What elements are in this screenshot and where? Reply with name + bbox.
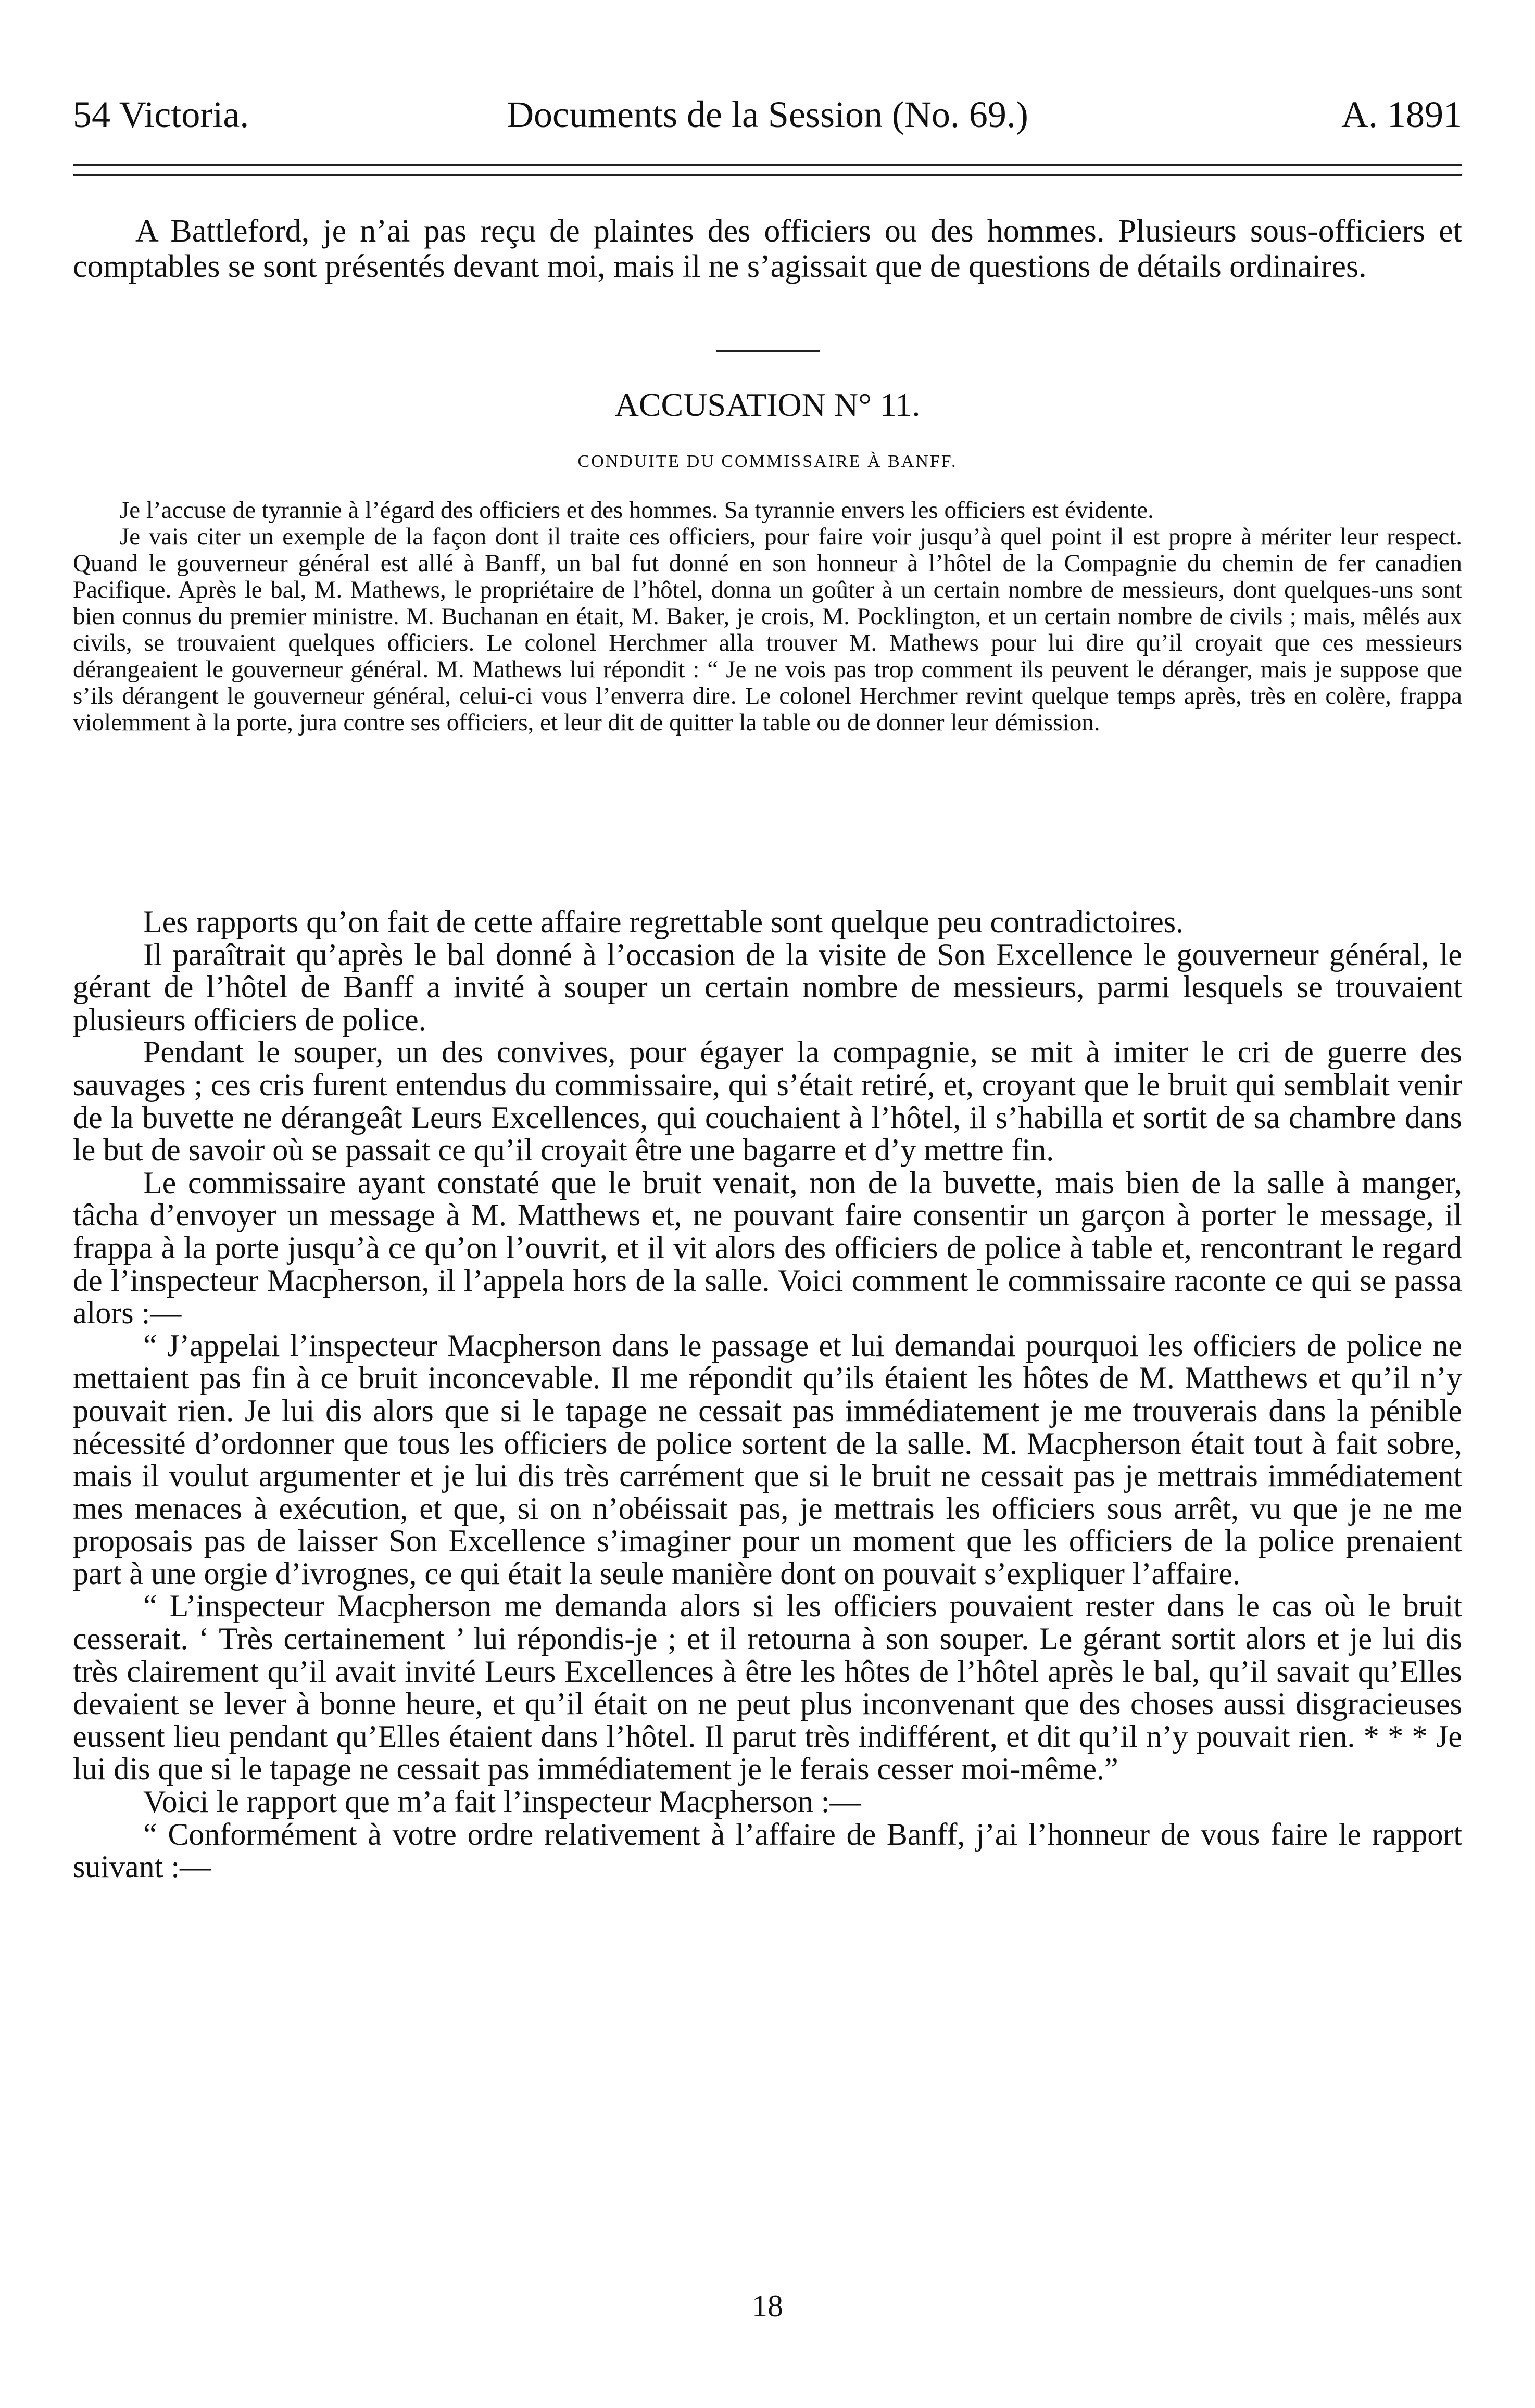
report-text <box>73 906 1462 1883</box>
header-volume: 54 Victoria. <box>73 94 249 135</box>
paragraph: Je vais citer un exemple de la façon dont il traite ces officiers, pour faire voir jusqu’à quel point il est propre à mériter leur respect. Quand le gouverneur général est allé à Banff, un bal fut donné en son honneur à l’hôtel de la Compagnie du chemin de fer canadien Pacifique. Après le bal, M. Mathews, le propriétaire de l’hôtel, donna un goûter à un certain nombre de messieurs, dont quelques-uns sont bien connus du premier ministre. M. Buchanan en était, M. Baker, je crois, M. Pocklington, et un certain nombre de civils ; mais, mêlés aux civils, se trouvaient quelques officiers. Le colonel Herchmer alla trouver M. Mathews pour lui dire qu’il croyait que ces messieurs dérangeaient le gouverneur général. M. Mathews lui répondit : “ Je ne vois pas trop comment ils peuvent le déranger, mais je suppose que s’ils dérangent le gouverneur général, celui-ci vous l’enverra dire. Le colonel Herchmer revint quelque temps après, très en colère, frappa violemment à la porte, jura contre ses officiers, et leur dit de quitter la table ou de donner leur démission. <box>73 523 1462 736</box>
header-rule-top <box>73 164 1462 166</box>
paragraph: “ Conformément à votre ordre relativement à l’affaire de Banff, j’ai l’honneur de vous faire le rapport suivant :— <box>73 1817 1462 1884</box>
charge-text <box>73 497 1462 736</box>
paragraph: Le commissaire ayant constaté que le bruit venait, non de la buvette, mais bien de la salle à manger, tâcha d’envoyer un message à M. Matthews et, ne pouvant faire consentir un garçon à porter le message, il frappa à la porte jusqu’à ce qu’on l’ouvrit, et il vit alors des officiers de police à table et, rencontrant le regard de l’inspecteur Macpherson, il l’appela hors de la salle. Voici comment le commissaire raconte ce qui se passa alors :— <box>73 1165 1462 1330</box>
page-number: 18 <box>752 2289 783 2323</box>
paragraph: Pendant le souper, un des convives, pour égayer la compagnie, se mit à imiter le cri de guerre des sauvages ; ces cris furent entendus du commissaire, qui s’était retiré, et, croyant que le bruit qui semblait venir de la buvette ne dérangeât Leurs Excellences, qui couchaient à l’hôtel, il s’habilla et sortit de sa chambre dans le but de savoir où se passait ce qu’il croyait être une bagarre et d’y mettre fin. <box>73 1035 1462 1168</box>
section-subtitle: CONDUITE DU COMMISSAIRE À BANFF. <box>577 452 958 471</box>
paragraph: Je l’accuse de tyrannie à l’égard des officiers et des hommes. Sa tyrannie envers les officiers est évidente. <box>120 497 1154 524</box>
header-title: Documents de la Session (No. 69.) <box>507 94 1028 135</box>
paragraph: “ L’inspecteur Macpherson me demanda alors si les officiers pouvaient rester dans le cas où le bruit cesserait. ‘ Très certainement ’ lui répondis-je ; et il retourna à son souper. Le gérant sortit alors et je lui dis très clairement qu’il avait invité Leurs Excellences à être les hôtes de l’hôtel après le bal, qu’il savait qu’Elles devaient se lever à bonne heure, et qu’il était on ne peut plus inconvenant que des choses aussi disgracieuses eussent lieu pendant qu’Elles étaient dans l’hôtel. Il parut très indifférent, et dit qu’il n’y pouvait rien. * * * Je lui dis que si le tapage ne cessait pas immédiatement je le ferais cesser moi-même.” <box>73 1589 1462 1786</box>
paragraph: Les rapports qu’on fait de cette affaire regrettable sont quelque peu contradictoires. <box>143 905 1184 939</box>
intro-text <box>73 213 1462 284</box>
running-header <box>73 83 1462 146</box>
paragraph: A Battleford, je n’ai pas reçu de plaintes des officiers ou des hommes. Plusieurs sous-officiers et comptables se sont présentés devant moi, mais il ne s’agissait que de questions de détails ordinaires. <box>73 213 1462 284</box>
paragraph: Voici le rapport que m’a fait l’inspecteur Macpherson :— <box>143 1784 861 1819</box>
paragraph: “ J’appelai l’inspecteur Macpherson dans le passage et lui demandai pourquoi les officiers de police ne mettaient pas fin à ce bruit inconcevable. Il me répondit qu’ils étaient les hôtes de M. Matthews et qu’il n’y pouvait rien. Je lui dis alors que si le tapage ne cessait pas immédiatement je me trouverais dans la pénible nécessité d’ordonner que tous les officiers de police sortent de la salle. M. Macpherson était tout à fait sobre, mais il voulut argumenter et je lui dis très carrément que si le bruit ne cessait pas je mettrais immédiatement mes menaces à exécution, et que, si on n’obéissait pas, je mettrais les officiers sous arrêt, vu que je ne me proposais pas de laisser Son Excellence s’imaginer pour un moment que les officiers de la police prenaient part à une orgie d’ivrognes, ce qui était la seule manière dont on pouvait s’expliquer l’affaire. <box>73 1328 1462 1591</box>
section-title: ACCUSATION N° 11. <box>614 386 921 423</box>
header-year: A. 1891 <box>1341 94 1462 135</box>
header-rule-bottom <box>73 174 1462 176</box>
section-divider <box>716 350 820 352</box>
paragraph: Il paraîtrait qu’après le bal donné à l’occasion de la visite de Son Excellence le gouverneur général, le gérant de l’hôtel de Banff a invité à souper un certain nombre de messieurs, parmi lesquels se trouvaient plusieurs officiers de police. <box>73 937 1462 1037</box>
